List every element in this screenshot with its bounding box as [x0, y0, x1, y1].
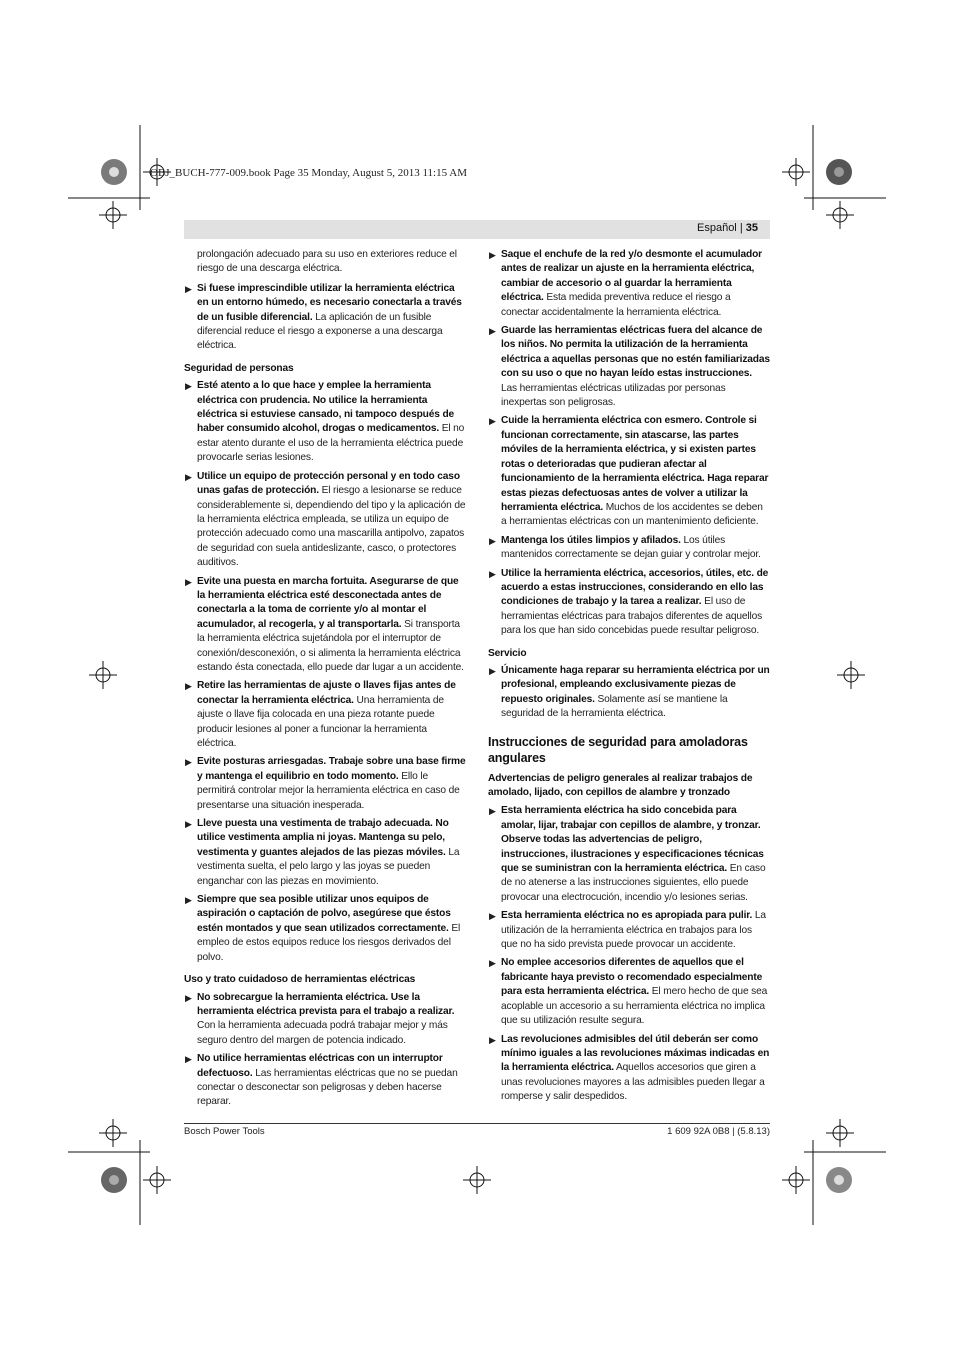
item-text: El no estar atento durante el uso de la herramienta eléctrica puede provocarle serias lesiones. [197, 423, 465, 464]
list-uso [184, 991, 466, 1110]
footer-rule [184, 1123, 770, 1124]
list-item [184, 575, 466, 676]
item-text: El mero hecho de que sea acoplable un accesorio a su herramienta eléctrica no implica que su utilización resulte segura. [501, 986, 768, 1027]
item-bold-text: Siempre que sea posible utilizar unos equipos de aspiración o captación de polvo, asegúrese que éstos estén montados y que sean utilizados correctamente. [197, 894, 451, 934]
item-text: Muchos de los accidentes se deben a herramientas eléctricas con un mantenimiento deficiente. [501, 501, 763, 528]
item-text: Esta medida preventiva reduce el riesgo a conectar accidentalmente la herramienta eléctrica. [501, 292, 731, 318]
item-bold-text: Esté atento a lo que hace y emplee la herramienta eléctrica con prudencia. No utilice la herramienta eléctrica si estuviese cansado, ni tampoco después de haber consumido alcohol, drogas o medicamentos. [197, 380, 455, 435]
item-bold-text: Cuide la herramienta eléctrica con esmero. Controle si funcionan correctamente, sin atascarse, las partes móviles de la herramienta eléctrica, y si existen partes rotas o deterioradas que pudieran afectar al funcionamiento de la herramienta eléctrica. Haga reparar estas piezas defectuosas antes de volver a utilizar la herramienta eléctrica. [501, 415, 769, 513]
item-bold-text: Si fuese imprescindible utilizar la herramienta eléctrica en un entorno húmedo, es necesario conectarla a través de un fusible diferencial. [197, 282, 462, 323]
bullet-arrow-icon: ▶ [185, 681, 192, 692]
item-bold-text: Saque el enchufe de la red y/o desmonte el acumulador antes de realizar un ajuste en la herramienta eléctrica, cambiar de accesorio o al guardar la herramienta eléctrica. [501, 249, 762, 304]
list-top [184, 282, 466, 354]
item-bold-text: Utilice un equipo de protección personal y en todo caso unas gafas de protección. [197, 470, 460, 497]
list-item [184, 679, 466, 751]
item-text: La aplicación de un fusible diferencial reduce el riesgo a exponerse a una descarga eléctrica. [197, 311, 443, 352]
item-bold-text: Las revoluciones admisibles del útil deberán ser como mínimo iguales a las revoluciones máximas indicadas en la herramienta eléctrica. [501, 1033, 770, 1074]
bullet-arrow-icon: ▶ [489, 416, 496, 427]
list-item [184, 755, 466, 813]
item-text: El uso de herramientas eléctricas para trabajos diferentes de aquellos para los que han sido concebidas puede resultar peligroso. [501, 596, 763, 637]
list-item [184, 1052, 466, 1110]
list-item [184, 991, 466, 1049]
item-bold-text: Mantenga los útiles limpios y afilados. [501, 534, 681, 546]
item-bold-text: Evite una puesta en marcha fortuita. Asegurarse de que la herramienta eléctrica esté desconectada antes de conectarla a la toma de corriente y/o al montar el acumulador, al recogerla, y al transportarla. [197, 575, 459, 630]
list-item [488, 324, 770, 410]
list-item [488, 909, 770, 952]
heading-uso: Uso y trato cuidadoso de herramientas eléctricas [184, 974, 416, 986]
bullet-arrow-icon: ▶ [185, 757, 192, 768]
page-header-bar [184, 220, 770, 239]
list-item [184, 893, 466, 965]
bullet-arrow-icon: ▶ [489, 250, 496, 260]
item-text: Con la herramienta adecuada podrá trabajar mejor y más seguro dentro del margen de potencia indicado. [197, 1020, 448, 1046]
item-text: Las herramientas eléctricas que no se puedan conectar o desconectar son peligrosas y deben hacerse reparar. [197, 1067, 458, 1108]
intro-fragment: prolongación adecuado para su uso en exteriores reduce el riesgo de una descarga eléctrica. [197, 249, 457, 275]
list-item [488, 1033, 770, 1105]
bullet-arrow-icon: ▶ [489, 911, 496, 922]
item-bold-text: Retire las herramientas de ajuste o llaves fijas antes de conectar la herramienta eléctrica. [197, 680, 456, 706]
bullet-arrow-icon: ▶ [185, 381, 192, 392]
item-text: El riesgo a lesionarse se reduce considerablemente si, dependiendo del tipo y la aplicación de la herramienta eléctrica empleada, se utiliza un equipo de protección adecuado como una mascarilla antipolvo, zapatos de seguridad con suela antideslizante, casco, o protectores auditivos. [197, 485, 466, 569]
bullet-arrow-icon: ▶ [489, 1034, 496, 1045]
bullet-arrow-icon: ▶ [185, 895, 192, 906]
list-item [184, 817, 466, 889]
item-bold-text: Evite posturas arriesgadas. Trabaje sobre una base firme y mantenga el equilibrio en todo momento. [197, 756, 466, 782]
list-item [488, 534, 770, 563]
header-language: Español [697, 222, 737, 234]
bullet-arrow-icon: ▶ [185, 576, 192, 587]
page-header [697, 222, 758, 234]
bullet-arrow-icon: ▶ [489, 806, 496, 817]
item-bold-text: Únicamente haga reparar su herramienta eléctrica por un profesional, empleando exclusivamente piezas de repuesto originales. [501, 664, 770, 705]
item-text: Solamente así se mantiene la seguridad de la herramienta eléctrica. [501, 693, 728, 720]
item-text: Los útiles mantenidos correctamente se dejan guiar y controlar mejor. [501, 534, 761, 561]
bullet-arrow-icon: ▶ [185, 471, 192, 482]
bullet-arrow-icon: ▶ [185, 283, 192, 294]
item-text: Ello le permitirá controlar mejor la herramienta eléctrica en caso de presentarse una situación inesperada. [197, 770, 460, 811]
list-item [488, 664, 770, 722]
list-item [488, 956, 770, 1028]
item-text: La vestimenta suelta, el pelo largo y las joyas se pueden enganchar con las piezas en movimiento. [197, 846, 460, 887]
print-slug: OBJ_BUCH-777-009.book Page 35 Monday, August 5, 2013 11:15 AM [150, 167, 467, 179]
item-bold-text: No emplee accesorios diferentes de aquellos que el fabricante haya previsto o recomendado especialmente para esta herramienta eléctrica. [501, 957, 763, 998]
left-column [184, 248, 466, 1114]
item-bold-text: Esta herramienta eléctrica ha sido concebida para amolar, lijar, trabajar con cepillos de alambre, y tronzar. Observe todas las advertencias de peligro, instrucciones, ilustraciones y especificaciones técnicas que se suministran con la herramienta eléctrica. [501, 805, 764, 875]
item-bold-text: Utilice la herramienta eléctrica, accesorios, útiles, etc. de acuerdo a estas instrucciones, considerando en ello las condiciones de trabajo y la tarea a realizar. [501, 567, 769, 608]
list-item [488, 248, 770, 320]
item-text: Si transporta la herramienta eléctrica sujetándola por el interruptor de conexión/desconexión, o si alimenta la herramienta eléctrica estando ésta conectada, ello puede dar lugar a un accidente. [197, 618, 464, 673]
list-personas [184, 379, 466, 965]
bullet-arrow-icon: ▶ [185, 819, 192, 830]
bullet-arrow-icon: ▶ [489, 568, 496, 579]
section-title: Instrucciones de seguridad para amoladoras angulares [488, 734, 748, 765]
item-text: La utilización de la herramienta eléctrica en trabajos para los que no ha sido prevista puede provocar un accidente. [501, 910, 766, 951]
item-text: El empleo de estos equipos reduce los riesgos derivados del polvo. [197, 922, 461, 963]
item-text: En caso de no atenerse a las instrucciones siguientes, ello puede provocar una electrocución, incendio y/o lesiones serias. [501, 863, 766, 903]
bullet-arrow-icon: ▶ [489, 326, 496, 337]
bullet-arrow-icon: ▶ [185, 1054, 192, 1065]
footer-left: Bosch Power Tools [184, 1126, 265, 1137]
item-text: Las herramientas eléctricas utilizadas por personas inexpertas son peligrosas. [501, 382, 726, 409]
list-item [184, 282, 466, 354]
item-text: Una herramienta de ajuste o llave fija colocada en una pieza rotante puede producir lesiones al poner a funcionar la herramienta eléctrica. [197, 694, 444, 749]
item-bold-text: Lleve puesta una vestimenta de trabajo adecuada. No utilice vestimenta amplia ni joyas. Mantenga su pelo, vestimenta y guantes alejados de las piezas móviles. [197, 818, 449, 858]
item-bold-text: Guarde las herramientas eléctricas fuera del alcance de los niños. No permita la utilización de la herramienta eléctrica a aquellas personas que no estén familiarizadas con su uso o que no hayan leído estas instrucciones. [501, 325, 770, 380]
section-intro: Advertencias de peligro generales al realizar trabajos de amolado, lijado, con cepillos de alambre y tronzado [488, 772, 753, 798]
item-text: Aquellos accesorios que giren a unas revoluciones mayores a las admisibles pueden llegar a romperse y salir despedidos. [501, 1062, 765, 1103]
bullet-arrow-icon: ▶ [489, 958, 496, 969]
header-separator: | [736, 222, 746, 234]
list-item [488, 567, 770, 639]
item-bold-text: No utilice herramientas eléctricas con un interruptor defectuoso. [197, 1053, 443, 1079]
list-item [488, 804, 770, 905]
list-item [488, 414, 770, 529]
heading-servicio: Servicio [488, 647, 527, 659]
list-item [184, 379, 466, 465]
item-bold-text: Esta herramienta eléctrica no es apropiada para pulir. [501, 910, 753, 922]
heading-personas: Seguridad de personas [184, 362, 294, 374]
item-bold-text: No sobrecargue la herramienta eléctrica. Use la herramienta eléctrica prevista para el trabajo a realizar. [197, 991, 455, 1017]
list-amoladoras [488, 804, 770, 1104]
footer-right: 1 609 92A 0B8 | (5.8.13) [667, 1126, 770, 1137]
bullet-arrow-icon: ▶ [489, 535, 496, 546]
list-servicio [488, 664, 770, 722]
list-uso-continued [488, 248, 770, 639]
list-item [184, 470, 466, 571]
bullet-arrow-icon: ▶ [185, 992, 192, 1003]
bullet-arrow-icon: ▶ [489, 665, 496, 676]
right-column [488, 248, 770, 1109]
page-number: 35 [745, 222, 758, 234]
